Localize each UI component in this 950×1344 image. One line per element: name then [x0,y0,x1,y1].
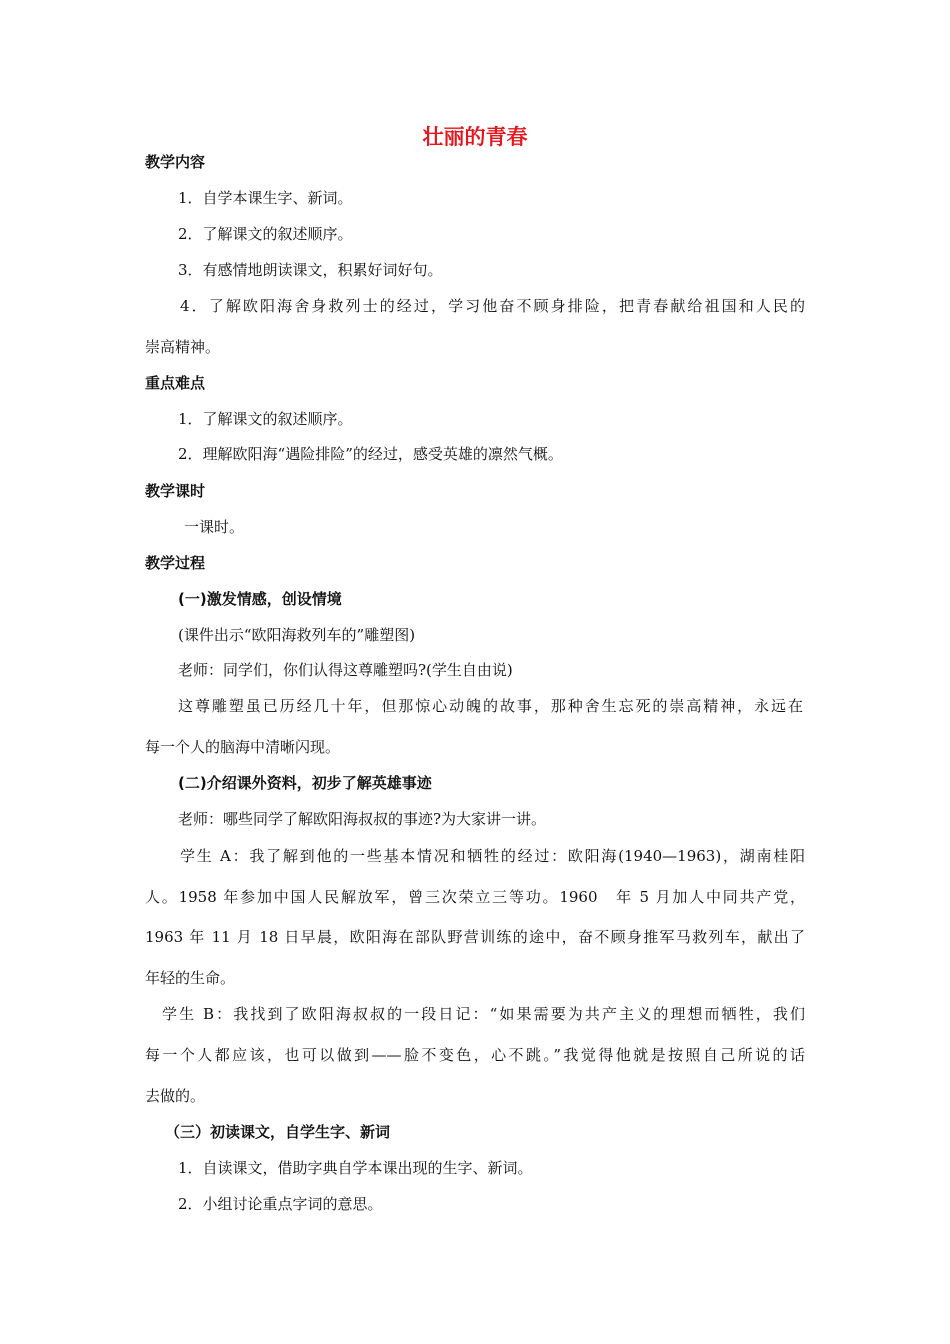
process-part2-heading: (二)介绍课外资料，初步了解英雄事迹 [178,774,432,792]
key-point-2: 2．理解欧阳海“遇险排险”的经过，感受英雄的凛然气概。 [178,445,563,463]
content-item-3: 3．有感情地朗读课文，积累好词好句。 [178,261,443,279]
section-heading-process: 教学过程 [145,554,206,572]
content-item-4-cont: 崇高精神。 [145,338,221,356]
section-heading-hours: 教学课时 [145,482,206,500]
process-part1-heading: (一)激发情感，创设情境 [178,590,342,608]
process-part3-line-2: 2．小组讨论重点字词的意思。 [178,1195,383,1213]
process-part1-line-1: (课件出示“欧阳海救列车的”雕塑图) [178,626,416,644]
process-part2-line-1: 老师：哪些同学了解欧阳海叔叔的事迹?为大家讲一讲。 [178,810,547,828]
process-part2-line-8: 去做的。 [145,1087,206,1105]
content-item-1: 1．自学本课生字、新词。 [178,189,353,207]
section-heading-key-points: 重点难点 [145,374,206,392]
hours-text: 一课时。 [184,518,245,536]
process-part2-line-4: 1963 年 11 月 18 日早晨，欧阳海在部队野营训练的途中，奋不顾身推军马救列车，献出了 [145,928,805,946]
content-item-2: 2．了解课文的叙述顺序。 [178,225,353,243]
process-part2-line-5: 年轻的生命。 [145,969,236,987]
process-part2-line-2: 学生 A：我了解到他的一些基本情况和牺牲的经过：欧阳海(1940—1963)，湖南桂阳 [180,847,805,865]
document-title: 壮丽的青春 [422,125,528,149]
process-part3-line-1: 1．自读课文，借助字典自学本课出现的生字、新词。 [178,1159,533,1177]
section-heading-content: 教学内容 [145,153,206,171]
process-part2-line-3: 人。1958 年参加中国人民解放军，曾三次荣立三等功。1960 年 5 月加人中同共产党， [145,888,805,906]
content-item-4: 4．了解欧阳海舍身救列士的经过，学习他奋不顾身排险，把青春献给祖国和人民的 [180,297,805,315]
process-part2-line-7: 每一个人都应该，也可以做到——脸不变色，心不跳。”我觉得他就是按照自己所说的话 [145,1046,805,1064]
key-point-1: 1．了解课文的叙述顺序。 [178,410,353,428]
process-part1-line-4: 每一个人的脑海中清晰闪现。 [145,738,341,756]
process-part2-line-6: 学生 B：我找到了欧阳海叔叔的一段日记：“如果需要为共产主义的理想而牺牲，我们 [162,1005,805,1023]
process-part3-heading: （三）初读课文，自学生字、新词 [165,1123,391,1141]
process-part1-line-2: 老师：同学们，你们认得这尊雕塑吗?(学生自由说) [178,661,513,679]
process-part1-line-3: 这尊雕塑虽已历经几十年，但那惊心动魄的故事，那种舍生忘死的崇高精神，永远在 [178,697,803,715]
